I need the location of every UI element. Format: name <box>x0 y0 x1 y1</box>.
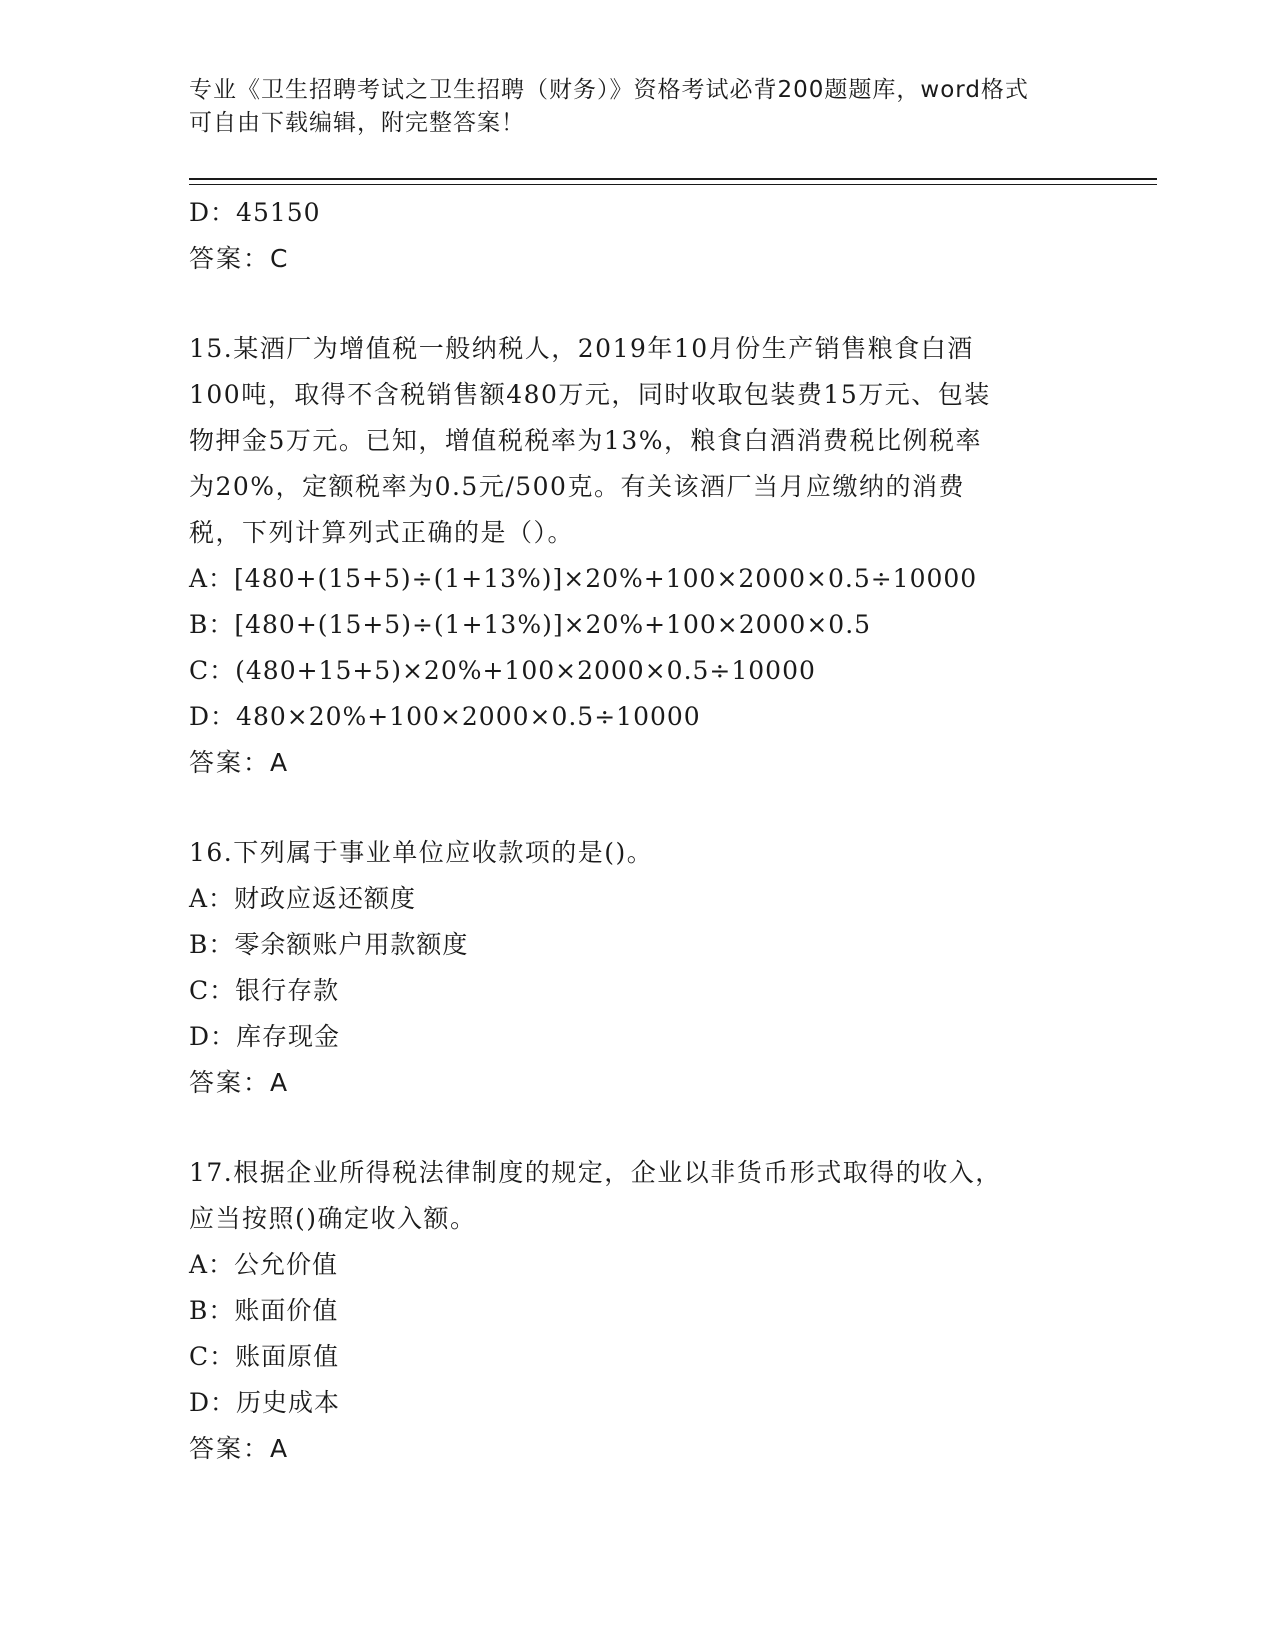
question-17 <box>189 1150 1089 1472</box>
question-stem-line: 100吨，取得不含税销售额480万元，同时收取包装费15万元、包装 <box>189 380 991 409</box>
option-c: C：账面原值 <box>189 1342 340 1371</box>
previous-question-tail <box>189 190 1089 282</box>
option-a: A：财政应返还额度 <box>189 884 417 913</box>
header-divider-thick <box>189 178 1157 180</box>
header-line-1: 专业《卫生招聘考试之卫生招聘（财务）》资格考试必背200题题库，word格式 <box>189 77 1029 103</box>
option-c: C：(480+15+5)×20%+100×2000×0.5÷10000 <box>189 656 816 685</box>
option-a: A：公允价值 <box>189 1250 339 1279</box>
document-header <box>189 74 1069 140</box>
question-stem-line: 16.下列属于事业单位应收款项的是()。 <box>189 838 654 867</box>
option-c: C：银行存款 <box>189 976 340 1005</box>
question-stem-line: 17.根据企业所得税法律制度的规定，企业以非货币形式取得的收入， <box>189 1158 1002 1187</box>
answer-line: 答案：C <box>189 244 290 273</box>
header-line-2: 可自由下载编辑，附完整答案！ <box>189 110 525 136</box>
answer-line: 答案：A <box>189 1068 290 1097</box>
option-b: B：账面价值 <box>189 1296 339 1325</box>
question-stem-line: 税，下列计算列式正确的是（）。 <box>189 518 575 547</box>
header-divider-thin <box>189 184 1157 185</box>
option-d: D：历史成本 <box>189 1388 341 1417</box>
question-15 <box>189 326 1089 786</box>
question-stem-line: 15.某酒厂为增值税一般纳税人，2019年10月份生产销售粮食白酒 <box>189 334 974 363</box>
option-d: D：480×20%+100×2000×0.5÷10000 <box>189 702 701 731</box>
option-a: A：[480+(15+5)÷(1+13%)]×20%+100×2000×0.5÷10000 <box>189 564 978 593</box>
answer-line: 答案：A <box>189 1434 290 1463</box>
option-d: D：库存现金 <box>189 1022 341 1051</box>
option-d: D：45150 <box>189 198 321 227</box>
question-stem-line: 为20%，定额税率为0.5元/500克。有关该酒厂当月应缴纳的消费 <box>189 472 965 501</box>
option-b: B：[480+(15+5)÷(1+13%)]×20%+100×2000×0.5 <box>189 610 872 639</box>
document-body <box>189 190 1089 1472</box>
question-stem-line: 应当按照()确定收入额。 <box>189 1204 477 1233</box>
question-16 <box>189 830 1089 1106</box>
answer-line: 答案：A <box>189 748 290 777</box>
option-b: B：零余额账户用款额度 <box>189 930 469 959</box>
question-stem-line: 物押金5万元。已知，增值税税率为13%，粮食白酒消费税比例税率 <box>189 426 982 455</box>
